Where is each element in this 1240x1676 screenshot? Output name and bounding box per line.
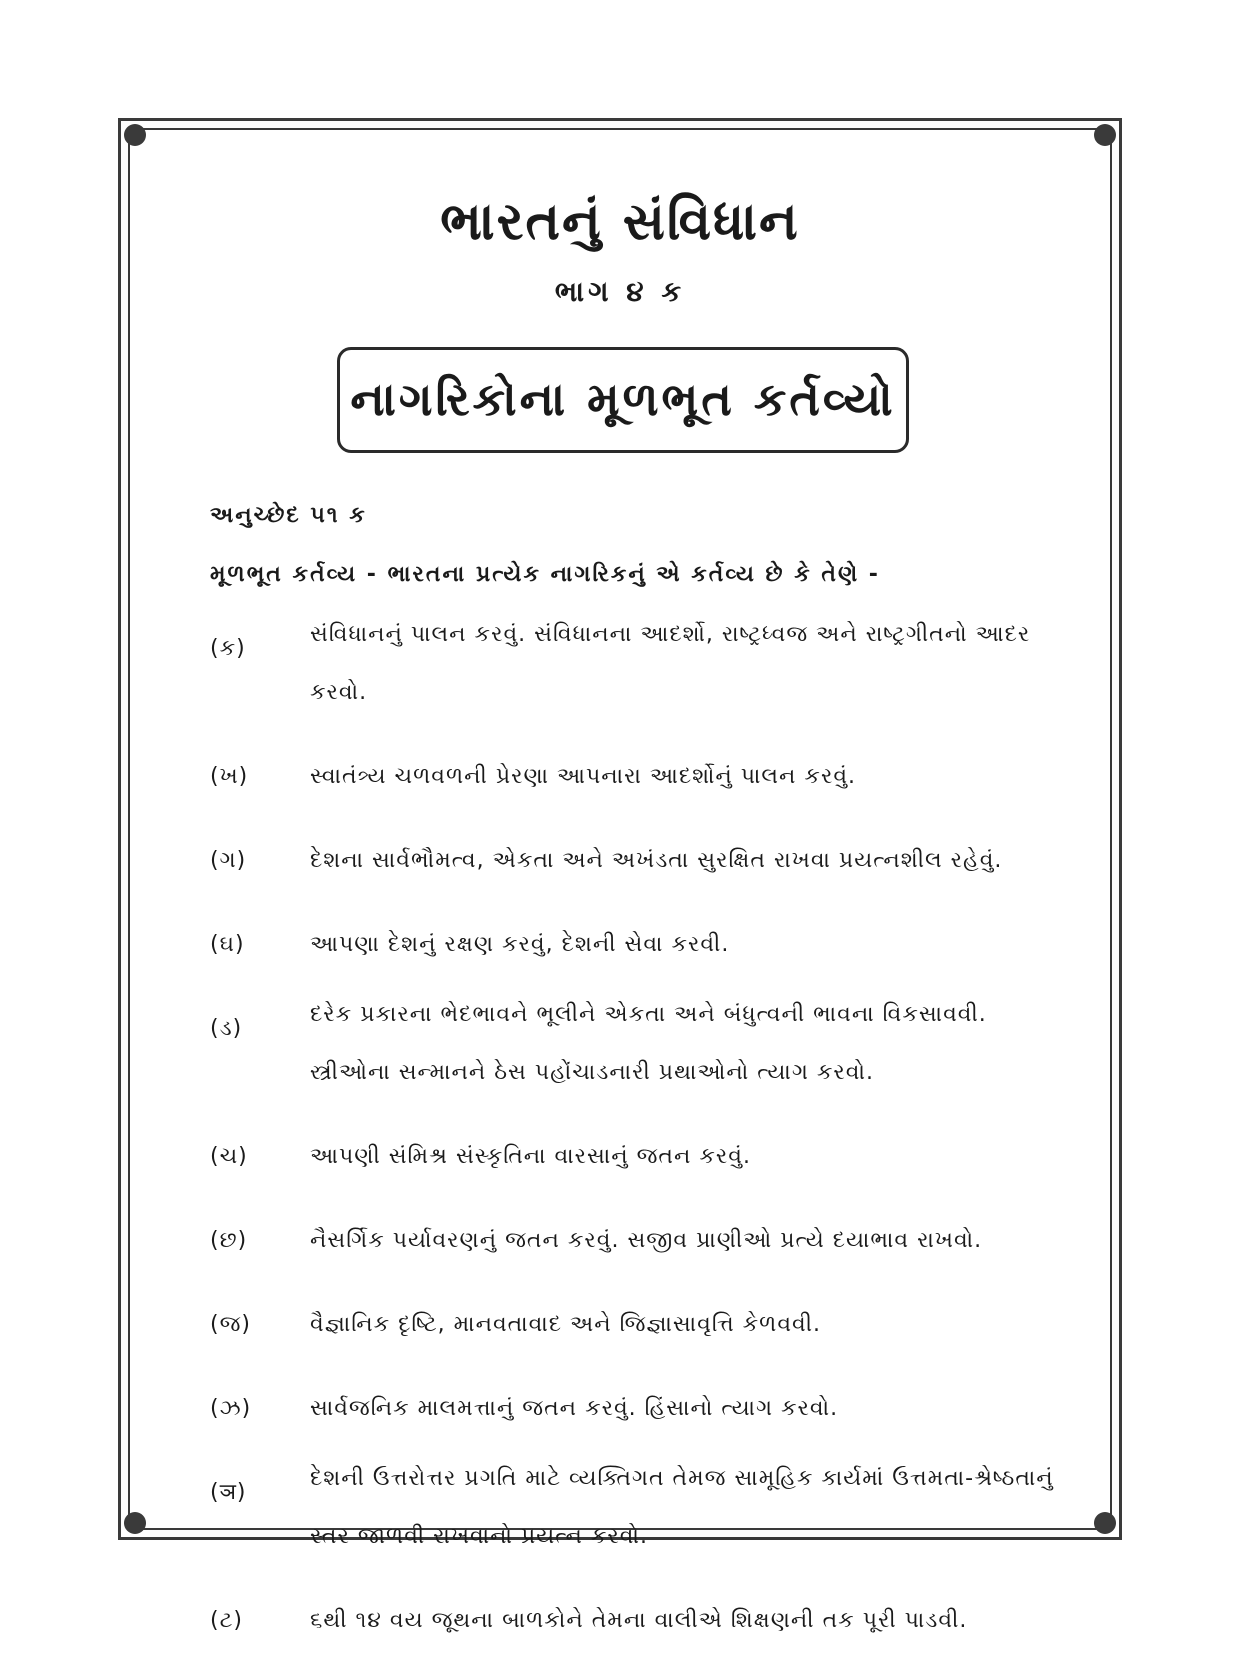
duty-text: વૈજ્ઞાનિક દૃષ્ટિ, માનવતાવાદ અને જિજ્ઞાસાવૃત્તિ કેળવવી. (310, 1312, 822, 1337)
duty-label: (ઝ) (210, 1396, 252, 1421)
duty-text: સાર્વજનિક માલમત્તાનું જતન કરવું. હિંસાનો ત્યાગ કરવો. (310, 1396, 839, 1421)
list-item (210, 748, 1070, 806)
duty-label: (ञ) (210, 1480, 247, 1505)
duty-label: (છ) (210, 1228, 248, 1253)
list-item (210, 1464, 1070, 1566)
list-item (210, 1212, 1070, 1270)
corner-dot-icon (124, 124, 146, 146)
duty-text: સંવિધાનનું પાલન કરવું. સંવિધાનના આદર્શો, રાષ્ટ્રધ્વજ અને રાષ્ટ્રગીતનો આદર કરવો. (310, 622, 1031, 705)
section-heading (337, 347, 909, 453)
page-subtitle: ભાગ ૪ ક (554, 275, 686, 308)
duty-text: આપણી સંમિશ્ર સંસ્કૃતિના વારસાનું જતન કરવું. (310, 1144, 752, 1169)
list-item (210, 916, 1070, 974)
duty-label: (જ) (210, 1312, 251, 1337)
duty-text: સ્વાતંત્ર્ય ચળવળની પ્રેરણા આપનારા આદર્શોનું પાલન કરવું. (310, 764, 857, 789)
page-title: ભારતનું સંવિધાન (440, 192, 800, 252)
corner-dot-icon (1094, 1512, 1116, 1534)
corner-dot-icon (1094, 124, 1116, 146)
duty-text: નૈસર્ગિક પર્યાવરણનું જતન કરવું. સજીવ પ્રાણીઓ પ્રત્યે દયાભાવ રાખવો. (310, 1228, 983, 1253)
duty-text: દેશની ઉત્તરોત્તર પ્રગતિ માટે વ્યક્તિગત તેમજ સામૂહિક કાર્યમાં ઉત્તમતા-શ્રેષ્ઠતાનું સ્તર જાળવી રાખવાનો પ્રયત્ન કરવો. (310, 1466, 1054, 1549)
list-item (210, 620, 1070, 722)
duty-text: દરેક પ્રકારના ભેદભાવને ભૂલીને એકતા અને બંધુત્વની ભાવના વિકસાવવી. સ્ત્રીઓના સન્માનને ઠેસ પહોંચાડનારી પ્રથાઓનો ત્યાગ કરવો. (310, 1002, 987, 1085)
list-item (210, 832, 1070, 890)
duty-label: (ડ) (210, 1016, 243, 1041)
article-number: અનુચ્છેદ ૫૧ ક (210, 503, 367, 528)
list-item (210, 1000, 1070, 1102)
list-item (210, 1128, 1070, 1186)
section-heading-text: નાગરિકોના મૂળભૂત કર્તવ્યો (350, 372, 896, 426)
list-item (210, 1296, 1070, 1354)
duty-text: દેશના સાર્વભૌમત્વ, એકતા અને અખંડતા સુરક્ષિત રાખવા પ્રયત્નશીલ રહેવું. (310, 848, 1003, 873)
duty-label: (ચ) (210, 1144, 248, 1169)
duty-label: (ગ) (210, 848, 247, 873)
list-item (210, 1380, 1070, 1438)
corner-dot-icon (124, 1512, 146, 1534)
duty-label: (ક) (210, 636, 246, 661)
duty-text: ૬થી ૧૪ વય જૂથના બાળકોને તેમના વાલીએ શિક્ષણની તક પૂરી પાડવી. (310, 1608, 968, 1633)
duties-list (210, 620, 1070, 1676)
list-item (210, 1592, 1070, 1650)
intro-text: મૂળભૂત કર્તવ્ય - ભારતના પ્રત્યેક નાગરિકનું એ કર્તવ્ય છે કે તેણે - (210, 562, 880, 587)
duty-label: (ઘ) (210, 932, 245, 957)
duty-label: (ખ) (210, 764, 249, 789)
duty-label: (ટ) (210, 1608, 243, 1633)
duty-text: આપણા દેશનું રક્ષણ કરવું, દેશની સેવા કરવી. (310, 932, 730, 957)
